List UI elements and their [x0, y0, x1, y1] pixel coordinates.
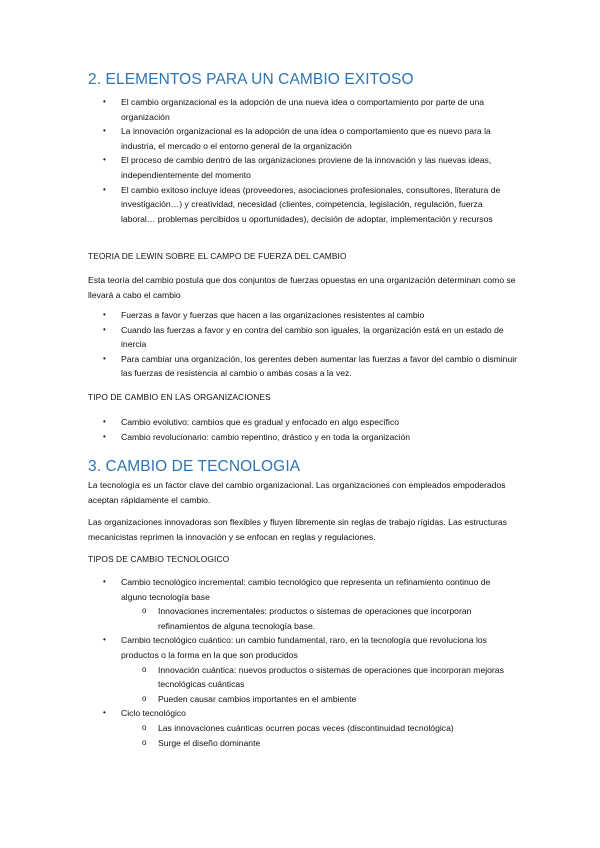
- sub-list: [121, 721, 518, 750]
- list-item: • Cuando las fuerzas a favor y en contra del cambio son iguales, la organización está en un estado de inercia: [103, 324, 504, 350]
- bullet-icon: •: [103, 126, 106, 136]
- technology-paragraph-1: La tecnología es un factor clave del cambio organizacional. Las organizaciones con empleados empoderados aceptan rápidamente el cambio.: [88, 480, 506, 505]
- tech-change-types-heading: TIPOS DE CAMBIO TECNOLOGICO: [88, 554, 230, 564]
- lewin-heading: TEORIA DE LEWIN SOBRE EL CAMPO DE FUERZA DEL CAMBIO: [88, 251, 347, 261]
- list-item: • Cambio tecnológico incremental: cambio tecnológico que representa un refinamiento continuo de alguno tecnología base o Innovaciones incrementales: productos o sistemas de operaciones que incorporan refinamientos de alguna tecnología base.: [88, 575, 518, 633]
- list-item: • Cambio tecnológico cuántico: un cambio fundamental, raro, en la tecnología que revoluciona los productos o la forma en la que son producidos o Innovación cuántica: nuevos productos o sistemas de operaciones que incorporan mejoras tecnológicas cuánticas o Pueden causar cambios importantes en el ambiente: [88, 633, 518, 706]
- sub-list: [121, 604, 518, 633]
- bullet-icon: •: [103, 708, 106, 718]
- list-item: • Para cambiar una organización, los gerentes deben aumentar las fuerzas a favor del cambio o disminuir las fuerzas de resistencia al cambio o ambas cosas a la vez.: [103, 353, 518, 379]
- list-item: • La innovación organizacional es la adopción de una idea o comportamiento que es nuevo para la industria, el mercado o el entorno general de la organización: [103, 126, 491, 151]
- section-2-title: 2. ELEMENTOS PARA UN CAMBIO EXITOSO: [88, 71, 414, 88]
- bullet-icon: •: [103, 577, 106, 586]
- bullet-icon: •: [103, 310, 106, 319]
- sub-list-item: o Innovación cuántica: nuevos productos o sistemas de operaciones que incorporan mejoras tecnológicas cuánticas: [142, 664, 504, 690]
- bullet-icon: •: [103, 635, 106, 645]
- bullet-icon: •: [103, 184, 106, 194]
- bullet-icon: •: [103, 353, 106, 363]
- sub-list-item: o Innovaciones incrementales: productos o sistemas de operaciones que incorporan refinamientos de alguna tecnología base.: [142, 606, 472, 631]
- sub-bullet-icon: o: [142, 664, 147, 674]
- bullet-icon: •: [103, 431, 106, 441]
- bullet-icon: •: [103, 155, 106, 165]
- sub-bullet-icon: o: [142, 693, 147, 703]
- technology-paragraph-2: Las organizaciones innovadoras son flexibles y fluyen libremente sin reglas de trabajo rígidas. Las estructuras mecanicistas reprimen la innovación y se enfocan en reglas y regulaciones.: [88, 517, 507, 542]
- list-item: • El cambio exitoso incluye ideas (proveedores, asociaciones profesionales, consultores, literatura de investigación…) y creatividad, necesidad (clientes, competencia, legislación, regulación, fuerza laboral… problemas percibidos u oportunidades), decisión de adoptar, implementación y recursos: [103, 184, 501, 224]
- list-item: • Ciclo tecnológico o Las innovaciones cuánticas ocurren pocas veces (discontinuidad tecnológica) o Surge el diseño dominante: [88, 706, 518, 750]
- lewin-paragraph: Esta teoría del cambio postula que dos conjuntos de fuerzas opuestas en una organización determinan como se llevará a cabo el cambio: [88, 275, 516, 300]
- bullet-icon: •: [103, 324, 106, 334]
- change-types-heading: TIPO DE CAMBIO EN LAS ORGANIZACIONES: [88, 392, 271, 402]
- list-item: • El cambio organizacional es la adopción de una nueva idea o comportamiento por parte de una organización: [103, 97, 485, 122]
- section-2-bullet-list: [88, 95, 518, 226]
- sub-list-item: o Las innovaciones cuánticas ocurren pocas veces (discontinuidad tecnológica): [121, 721, 518, 736]
- sub-bullet-icon: o: [142, 737, 147, 747]
- bullet-icon: •: [103, 417, 106, 426]
- bullet-icon: •: [103, 97, 106, 106]
- sub-list-item: o Pueden causar cambios importantes en el ambiente: [121, 692, 518, 707]
- list-item: • Fuerzas a favor y fuerzas que hacen a las organizaciones resistentes al cambio: [88, 308, 518, 323]
- sub-list-item: o Surge el diseño dominante: [121, 736, 518, 751]
- list-item: • El proceso de cambio dentro de las organizaciones proviene de la innovación y las nuevas ideas, independientemente del momento: [103, 155, 492, 180]
- list-item: • Cambio revolucionario: cambio repentino, drástico y en toda la organización: [88, 430, 518, 445]
- tech-change-types-list: [88, 575, 518, 750]
- sub-list: [121, 663, 518, 707]
- change-types-list: [88, 415, 518, 444]
- sub-bullet-icon: o: [142, 606, 147, 616]
- sub-bullet-icon: o: [142, 722, 147, 732]
- section-3-title: 3. CAMBIO DE TECNOLOGIA: [88, 458, 301, 475]
- lewin-bullet-list: [88, 308, 518, 381]
- list-item: • Cambio evolutivo: cambios que es gradual y enfocado en algo específico: [88, 415, 518, 430]
